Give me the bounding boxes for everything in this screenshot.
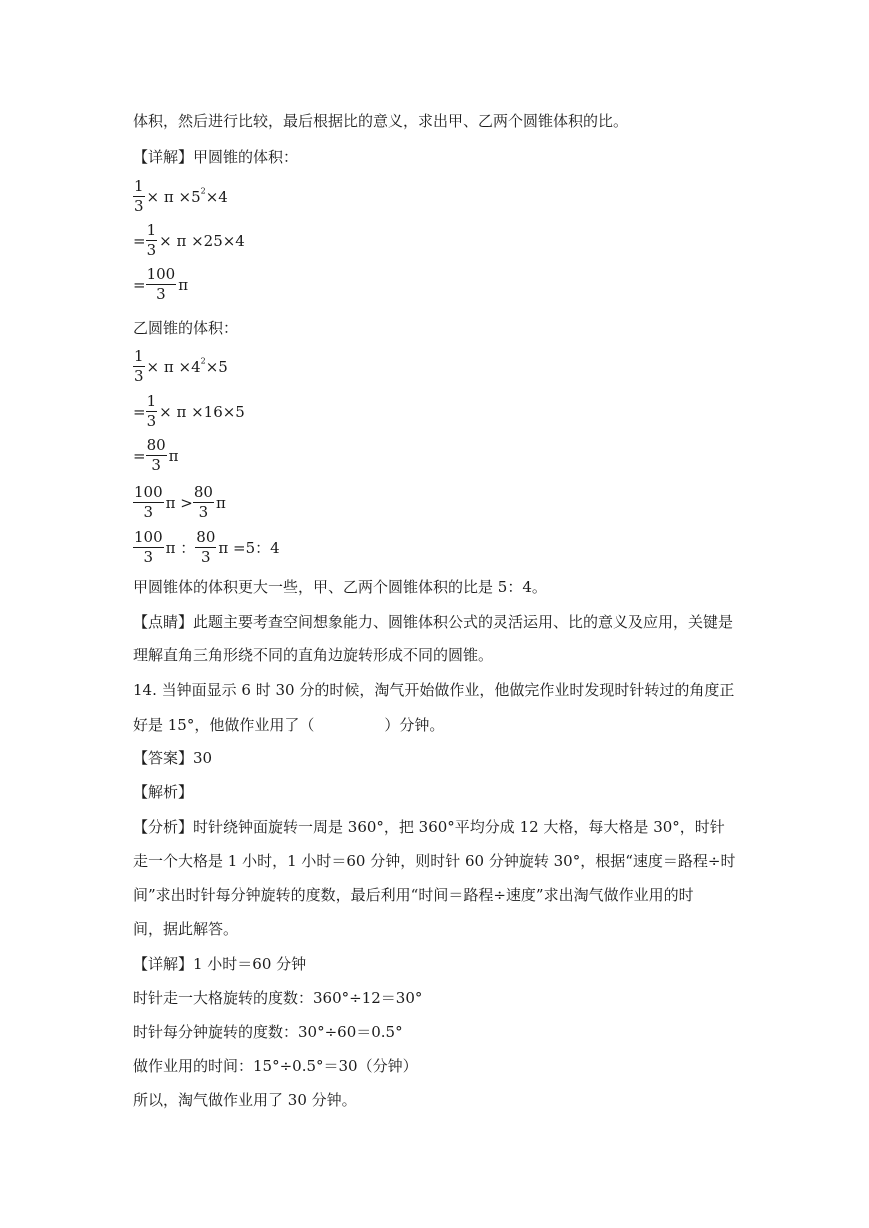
jiexi-label: 【解析】 — [133, 783, 194, 801]
xiangjie-line-4: 做作业用的时间：15°÷0.5°＝30（分钟） — [133, 1057, 418, 1075]
dianjing-line-1: 【点睛】此题主要考查空间想象能力、圆锥体积公式的灵活运用、比的意义及应用，关键是 — [133, 613, 734, 631]
detail-label-jia: 【详解】甲圆锥的体积： — [133, 148, 299, 166]
fenxi-line-1: 【分析】时针绕钟面旋转一周是 360°，把 360°平均分成 12 大格，每大格是 30°，时针 — [133, 818, 725, 836]
fraction: $\frac{80}{3}$ — [196, 528, 216, 566]
conclusion-text: 甲圆锥体的体积更大一些，甲、乙两个圆锥体积的比是 5：4。 — [133, 578, 547, 596]
fraction: $\frac{100}{3}$ — [134, 528, 163, 566]
jia-formula-line-3: = $\frac{100}{3}$ π — [133, 265, 189, 303]
compare-line: $\frac{100}{3}$ π > $\frac{80}{3}$ π — [134, 483, 226, 521]
fraction: $\frac{80}{3}$ — [193, 483, 213, 521]
xiangjie-line-2: 时针走一大格旋转的度数：360°÷12＝30° — [133, 989, 423, 1007]
fraction: $\frac{80}{3}$ — [146, 436, 166, 474]
question-14-line-2: 好是 15°，他做作业用了（ ）分钟。 — [133, 716, 445, 734]
fraction: $\frac{1}{3}$ — [146, 221, 157, 259]
xiangjie-line-5: 所以，淘气做作业用了 30 分钟。 — [133, 1091, 357, 1109]
dianjing-line-2: 理解直角三角形绕不同的直角边旋转形成不同的圆锥。 — [133, 646, 494, 664]
xiangjie-line-3: 时针每分钟旋转的度数：30°÷60＝0.5° — [133, 1023, 403, 1041]
yi-formula-line-3: = $\frac{80}{3}$ π — [133, 436, 179, 474]
jia-formula-line-2: = $\frac{1}{3}$ × π ×25×4 — [133, 221, 245, 259]
fraction: $\frac{1}{3}$ — [134, 177, 144, 215]
jia-formula-line-1: $\frac{1}{3}$ × $\pi \times 5^2\times 4$ — [134, 177, 228, 215]
fraction: $\frac{100}{3}$ — [134, 483, 163, 521]
answer-line: 【答案】30 — [133, 749, 213, 767]
fenxi-line-4: 间，据此解答。 — [133, 920, 239, 938]
yi-formula-line-1: $\frac{1}{3}$ × $\pi \times 4^2\times 5$ — [134, 347, 228, 385]
yi-formula-line-2: = $\frac{1}{3}$ × π ×16×5 — [133, 392, 245, 430]
fenxi-line-2: 走一个大格是 1 小时，1 小时＝60 分钟，则时针 60 分钟旋转 30°，根据“速度＝路程÷时 — [133, 852, 736, 870]
fenxi-line-3: 间”求出时针每分钟旋转的度数，最后利用“时间＝路程÷速度”求出淘气做作业用的时 — [133, 886, 694, 904]
ratio-line: $\frac{100}{3}$ π ： $\frac{80}{3}$ π =5：4 — [134, 528, 280, 566]
fraction: $\frac{1}{3}$ — [146, 392, 157, 430]
fraction: $\frac{100}{3}$ — [146, 265, 176, 303]
yi-label: 乙圆锥的体积： — [133, 319, 239, 337]
fraction: $\frac{1}{3}$ — [134, 347, 144, 385]
question-14-line-1: 14. 当钟面显示 6 时 30 分的时候，淘气开始做作业，他做完作业时发现时针转过的角度正 — [133, 681, 735, 699]
intro-text: 体积，然后进行比较，最后根据比的意义，求出甲、乙两个圆锥体积的比。 — [133, 112, 629, 130]
xiangjie-line-1: 【详解】1 小时＝60 分钟 — [133, 955, 307, 973]
